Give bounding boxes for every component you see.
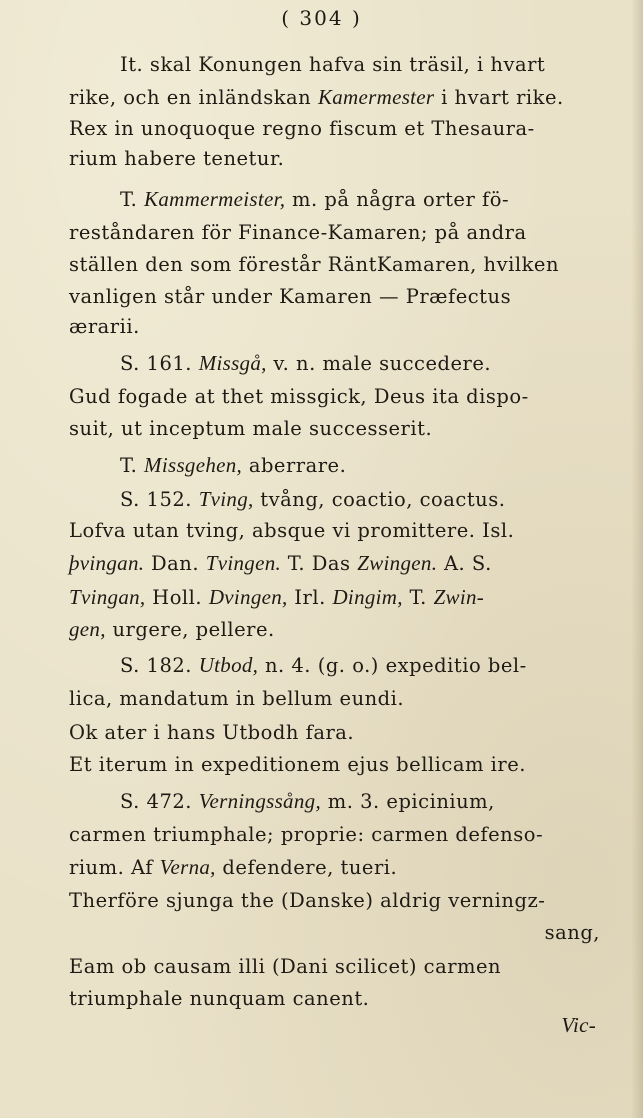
- italic-term: gen,: [69, 617, 106, 641]
- text-line: reståndaren för Finance-Kamaren; på andra: [69, 221, 527, 244]
- text-line: It. skal Konungen hafva sin träsil, i hvart: [120, 53, 546, 76]
- text-line: lica, mandatum in bellum eundi.: [69, 687, 405, 710]
- text-line: triumphale nunquam canent.: [69, 987, 370, 1010]
- text-line: Therföre sjunga the (Danske) aldrig verningz-: [69, 889, 546, 912]
- italic-term: Utbod,: [198, 653, 259, 677]
- italic-term: Tvingan,: [69, 585, 146, 609]
- page-edge-shadow: [631, 0, 643, 1118]
- text-line: S. 182. Utbod, n. 4. (g. o.) expeditio bel-: [120, 653, 527, 677]
- text-line: Lofva utan tving, absque vi promittere. Isl.: [69, 519, 515, 542]
- text-line: Rex in unoquoque regno fiscum et Thesaura-: [69, 117, 535, 140]
- italic-term: Missgehen,: [144, 453, 243, 477]
- text-line: suit, ut inceptum male successerit.: [69, 417, 433, 440]
- italic-term: Verna,: [159, 855, 216, 879]
- catchword: Vic-: [561, 1013, 596, 1037]
- text-line: S. 472. Verningssång, m. 3. epicinium,: [120, 789, 495, 813]
- italic-term: þvingan.: [69, 551, 145, 575]
- text-line: S. 152. Tving, tvång, coactio, coactus.: [120, 487, 506, 511]
- text-line: sang,: [544, 921, 600, 944]
- text-line: rium. Af Verna, defendere, tueri.: [69, 855, 398, 879]
- text-line: Et iterum in expeditionem ejus bellicam ire.: [69, 753, 526, 776]
- text-line: ærarii.: [69, 315, 140, 338]
- italic-term: Missgå,: [198, 351, 267, 375]
- text-line: Ok ater i hans Utbodh fara.: [69, 721, 355, 744]
- italic-term: Zwingen.: [357, 551, 438, 575]
- italic-term: Dingim,: [332, 585, 403, 609]
- italic-term: Tvingen.: [205, 551, 282, 575]
- text-line: T. Kammermeister, m. på några orter fö-: [120, 187, 510, 211]
- text-line: carmen triumphale; proprie: carmen defenso-: [69, 823, 544, 846]
- italic-term: Verningssång,: [198, 789, 322, 813]
- text-line: vanligen står under Kamaren — Præfectus: [69, 285, 512, 308]
- italic-term: Dvingen,: [208, 585, 288, 609]
- text-line: Eam ob causam illi (Dani scilicet) carmen: [69, 955, 502, 978]
- text-line: rium habere tenetur.: [69, 147, 285, 170]
- italic-term: Tving,: [198, 487, 254, 511]
- text-line: gen, urgere, pellere.: [69, 617, 275, 641]
- text-line: þvingan. Dan. Tvingen. T. Das Zwingen. A. S.: [69, 551, 492, 575]
- italic-term: Kamermester: [317, 85, 435, 109]
- text-line: S. 161. Missgå, v. n. male succedere.: [120, 351, 492, 375]
- text-line: rike, och en inländskan Kamermester i hvart rike.: [69, 85, 564, 109]
- italic-term: Kammermeister,: [144, 187, 286, 211]
- text-line: Tvingan, Holl. Dvingen, Irl. Dingim, T. Zwin-: [69, 585, 485, 609]
- page-number: ( 304 ): [281, 6, 362, 30]
- text-line: ställen den som förestår RäntKamaren, hvilken: [69, 253, 560, 276]
- text-line: T. Missgehen, aberrare.: [120, 453, 347, 477]
- text-line: Gud fogade at thet missgick, Deus ita dispo-: [69, 385, 529, 408]
- italic-term: Zwin-: [433, 585, 485, 609]
